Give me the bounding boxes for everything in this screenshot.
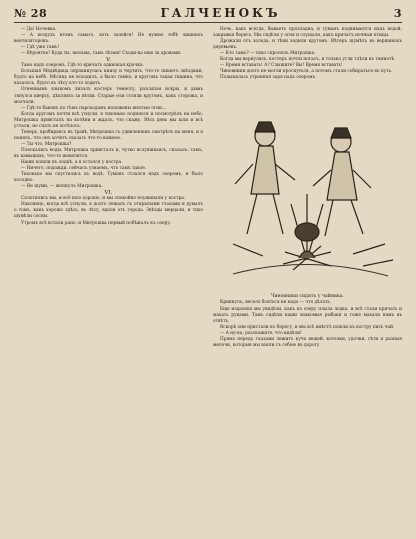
paragraph: Еще издалека мы увидѣли, какъ по озеру плыла лодка, и всѣ стали кричать и махать руками. Тамъ сидѣли наши знакомые рыбаки и тоже махали намъ въ отвѣтъ.	[213, 306, 402, 324]
paragraph: — Ничего, подожди, сейчасъ узнаемъ, что тамъ такое.	[21, 166, 147, 172]
paragraph: Плескались воды. Митрошка привсталъ и, чутко вслушиваясь, сказалъ: тамъ, въ камышахъ, что-то шевелится.	[14, 147, 203, 159]
issue-number: № 28	[14, 7, 48, 20]
paragraph: Огненнымъ языкомъ лизалъ костеръ темноту, разсыпая искры, и дымъ тянулся кверху, цѣпляясь за вѣтви. Старые ели стояли кругомъ, какъ сторожа, и молчали.	[14, 87, 203, 105]
paragraph: — А ну-ка, разскажите, что видѣли!	[220, 330, 302, 336]
paragraph: — Гдѣ-то бакенъ по тѣмъ пароходамъ наложены желтые огни...	[21, 105, 166, 111]
paragraph: Тамо надъ озеромъ. Гдѣ-то кричатъ одинокая крачка.	[21, 63, 144, 69]
left-column	[14, 27, 203, 349]
paragraph: — Гдѣ уже тамъ!	[21, 45, 60, 51]
paragraph: — Вѣроятно! Куда ты, шельма, тамъ лѣзеш! Сходи-ка еще за дровами.	[21, 51, 182, 57]
paragraph: Наконецъ, когда всѣ уснули, я долго лежалъ съ открытыми глазами и думалъ о томъ, какъ хорошо здѣсь, въ лѣсу, вдали отъ города. Звѣзды мерцали, и тихо шумѣли сосны.	[14, 202, 203, 220]
paragraph: Дрожали отъ холода, и тѣни ходили кругомъ. Вѣтеръ шумѣлъ въ вершинахъ деревьевъ.	[213, 39, 402, 51]
paragraph: Прямо передъ глазами лежитъ куча вещей: котелки, удочки, сѣти и разныя мелочи, которыя мы взяли съ собою въ дорогу.	[213, 336, 402, 348]
section-heading: V.	[106, 57, 111, 64]
paragraph: Вскорѣ они пристали къ берегу, и мы всѣ вмѣстѣ пошли къ костру пить чай.	[220, 324, 395, 330]
illustration-caption: Чиновники сидятъ у чайника.	[270, 294, 345, 300]
paragraph: — Время вставать! А? Слышите? Вы! Время вставать!	[220, 63, 343, 69]
page-header	[14, 6, 402, 23]
right-column	[213, 27, 402, 349]
page-number: 3	[393, 7, 402, 20]
paragraph: Утромъ всѣ встали рано, и Митрошка первый побѣжалъ къ озеру.	[21, 220, 172, 226]
paragraph: — Не шуми, — шепнулъ Митрошка.	[21, 184, 103, 190]
section-heading: VI.	[104, 190, 113, 197]
paragraph: Чиновники долго не могли проснуться, а потомъ стали собираться въ путь.	[220, 69, 393, 75]
paragraph: Сплотились мы, и всё шло хорошо, и мы спокойно поужинали у костра.	[21, 196, 186, 202]
paragraph: Большая Медвѣдица опрокинулась книзу и чертить, что-то пишетъ звѣздами, будто на небѣ. Мѣсяцъ не всходилъ, а было темно, и кругомъ такая тишина, что казалось, будто въ лѣсу кто-то ходитъ.	[14, 69, 203, 87]
paragraph: Крикнулъ, весело бояться не надо — что дѣлать.	[220, 300, 332, 306]
paragraph: — Да! Ночевка.	[21, 27, 57, 32]
paragraph: Теперь, пробираясь въ травѣ, Митрошка съ удивленіемъ смотрѣлъ на меня, и я понялъ, что онъ хочетъ сказать что-то важное.	[14, 129, 203, 141]
paragraph: Подымалась утренняя заря надъ озеромъ.	[220, 75, 317, 81]
paragraph: — А воздухъ втомъ самаго, хоть залейся! Не нужно тебѣ лишнихъ вентиляторовъ.	[14, 33, 203, 45]
paragraph: — Кто тамъ? — тихо спросилъ Митрошка.	[220, 51, 316, 57]
paragraph: Тихонько мы спустились къ водѣ. Туманъ стлался надъ озеромъ, и было холодно.	[14, 172, 203, 184]
paragraph: Наши пошли къ лодкѣ, а я остался у костра.	[21, 160, 123, 166]
paragraph: Ночь, какъ всегда, бываетъ прохладна, и туманъ поднимается надъ водой, закрывая берега. Мы сидѣли у огня и слушали, какъ кричатъ ночныя птицы.	[213, 27, 402, 39]
paragraph: Когда мы вернулись, костеръ почти погасъ, и только угли тлѣли въ темнотѣ.	[220, 57, 396, 63]
magazine-title: ГАЛЧЕНОКЪ	[160, 6, 281, 20]
paragraph: Когда кругомъ почти всѣ уснули, я тихонько поднялся и посмотрѣлъ на небо. Митрошка привсталъ на колѣни и ждалъ, что скажу. Вѣсь день мы шли и всѣ устали, но спать не хотѣлось.	[14, 111, 203, 129]
illustration-officials-at-kettle	[213, 84, 402, 292]
paragraph: — Ты что, Митрошка?	[21, 141, 72, 147]
